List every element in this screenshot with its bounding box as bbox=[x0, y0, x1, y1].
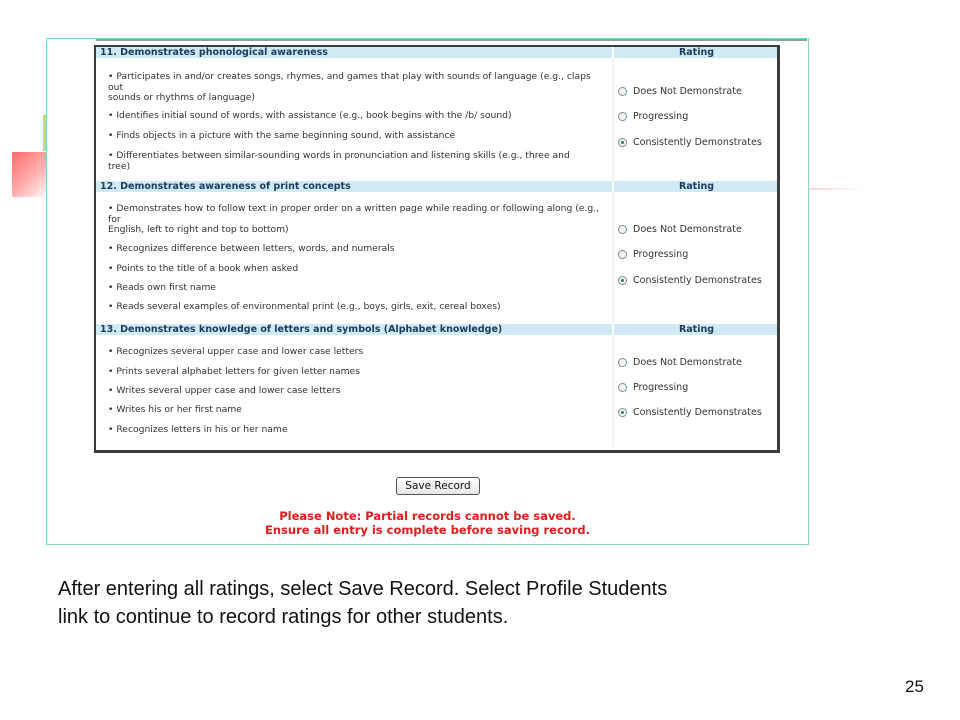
indicator-item: • Writes several upper case and lower case letters bbox=[108, 385, 341, 396]
section-title: 12. Demonstrates awareness of print concepts bbox=[100, 181, 351, 192]
section-header-12 bbox=[96, 181, 777, 192]
rating-column-divider bbox=[612, 192, 614, 324]
radio-button-icon[interactable] bbox=[618, 87, 627, 96]
ratings-panel bbox=[94, 45, 780, 453]
radio-button-icon[interactable] bbox=[618, 112, 627, 121]
partial-records-note: Please Note: Partial records cannot be saved. bbox=[279, 509, 576, 523]
slide-decoration-red bbox=[12, 152, 49, 197]
radio-button-icon[interactable] bbox=[618, 225, 627, 234]
rating-option-progressing[interactable]: Progressing bbox=[618, 111, 688, 123]
indicator-item: • Reads several examples of environmental print (e.g., boys, girls, exit, cereal boxes) bbox=[108, 301, 501, 312]
rating-option-progressing[interactable]: Progressing bbox=[618, 382, 688, 394]
radio-button-checked-icon[interactable] bbox=[618, 276, 627, 285]
frame-top-divider bbox=[96, 39, 807, 41]
caption-line: After entering all ratings, select Save Record. Select Profile Students bbox=[58, 578, 668, 600]
rating-option-does-not-demonstrate[interactable]: Does Not Demonstrate bbox=[618, 86, 742, 98]
indicator-item: • Writes his or her first name bbox=[108, 404, 242, 415]
indicator-item: • Recognizes letters in his or her name bbox=[108, 424, 288, 435]
rating-option-progressing[interactable]: Progressing bbox=[618, 249, 688, 261]
indicator-item: • Finds objects in a picture with the same beginning sound, with assistance bbox=[108, 130, 456, 141]
indicator-item: • Recognizes several upper case and lower case letters bbox=[108, 346, 364, 357]
indicator-item: • Differentiates between similar-sounding words in pronunciation and listening skills (e.g., three and tree) bbox=[108, 150, 570, 172]
save-record-button[interactable]: Save Record bbox=[396, 477, 480, 495]
section-header-13 bbox=[96, 324, 777, 335]
indicator-item: • Reads own first name bbox=[108, 282, 216, 293]
section-title: 13. Demonstrates knowledge of letters and symbols (Alphabet knowledge) bbox=[100, 324, 503, 335]
rating-column-divider bbox=[612, 58, 614, 181]
indicator-item: • Prints several alphabet letters for given letter names bbox=[108, 366, 360, 377]
rating-column-divider bbox=[612, 335, 614, 447]
radio-button-icon[interactable] bbox=[618, 250, 627, 259]
indicator-item: • Demonstrates how to follow text in proper order on a written page while reading or following along (e.g., for English, left to right and top to bottom) bbox=[108, 203, 600, 235]
indicator-item: • Participates in and/or creates songs, rhymes, and games that play with sounds of language (e.g., claps out sounds or rhythms of language) bbox=[108, 71, 591, 103]
radio-button-checked-icon[interactable] bbox=[618, 138, 627, 147]
radio-button-icon[interactable] bbox=[618, 358, 627, 367]
page-number: 25 bbox=[905, 677, 924, 696]
rating-header: Rating bbox=[612, 324, 779, 335]
section-title: 11. Demonstrates phonological awareness bbox=[100, 47, 328, 58]
radio-button-checked-icon[interactable] bbox=[618, 408, 627, 417]
rating-option-consistently-demonstrates[interactable]: Consistently Demonstrates bbox=[618, 407, 762, 419]
rating-option-does-not-demonstrate[interactable]: Does Not Demonstrate bbox=[618, 224, 742, 236]
slide-caption bbox=[58, 575, 818, 631]
rating-option-consistently-demonstrates[interactable]: Consistently Demonstrates bbox=[618, 275, 762, 287]
indicator-item: • Points to the title of a book when asked bbox=[108, 263, 299, 274]
rating-header: Rating bbox=[612, 47, 779, 58]
slide-decoration-line bbox=[808, 188, 864, 190]
complete-entry-note: Ensure all entry is complete before saving record. bbox=[265, 523, 590, 537]
indicator-item: • Identifies initial sound of words, with assistance (e.g., book begins with the /b/ sound) bbox=[108, 110, 512, 121]
rating-option-consistently-demonstrates[interactable]: Consistently Demonstrates bbox=[618, 137, 762, 149]
section-header-11 bbox=[96, 47, 777, 58]
screenshot-frame bbox=[46, 38, 809, 545]
caption-line: link to continue to record ratings for other students. bbox=[58, 606, 509, 628]
radio-button-icon[interactable] bbox=[618, 383, 627, 392]
rating-header: Rating bbox=[612, 181, 779, 192]
rating-option-does-not-demonstrate[interactable]: Does Not Demonstrate bbox=[618, 357, 742, 369]
indicator-item: • Recognizes difference between letters, words, and numerals bbox=[108, 243, 395, 254]
